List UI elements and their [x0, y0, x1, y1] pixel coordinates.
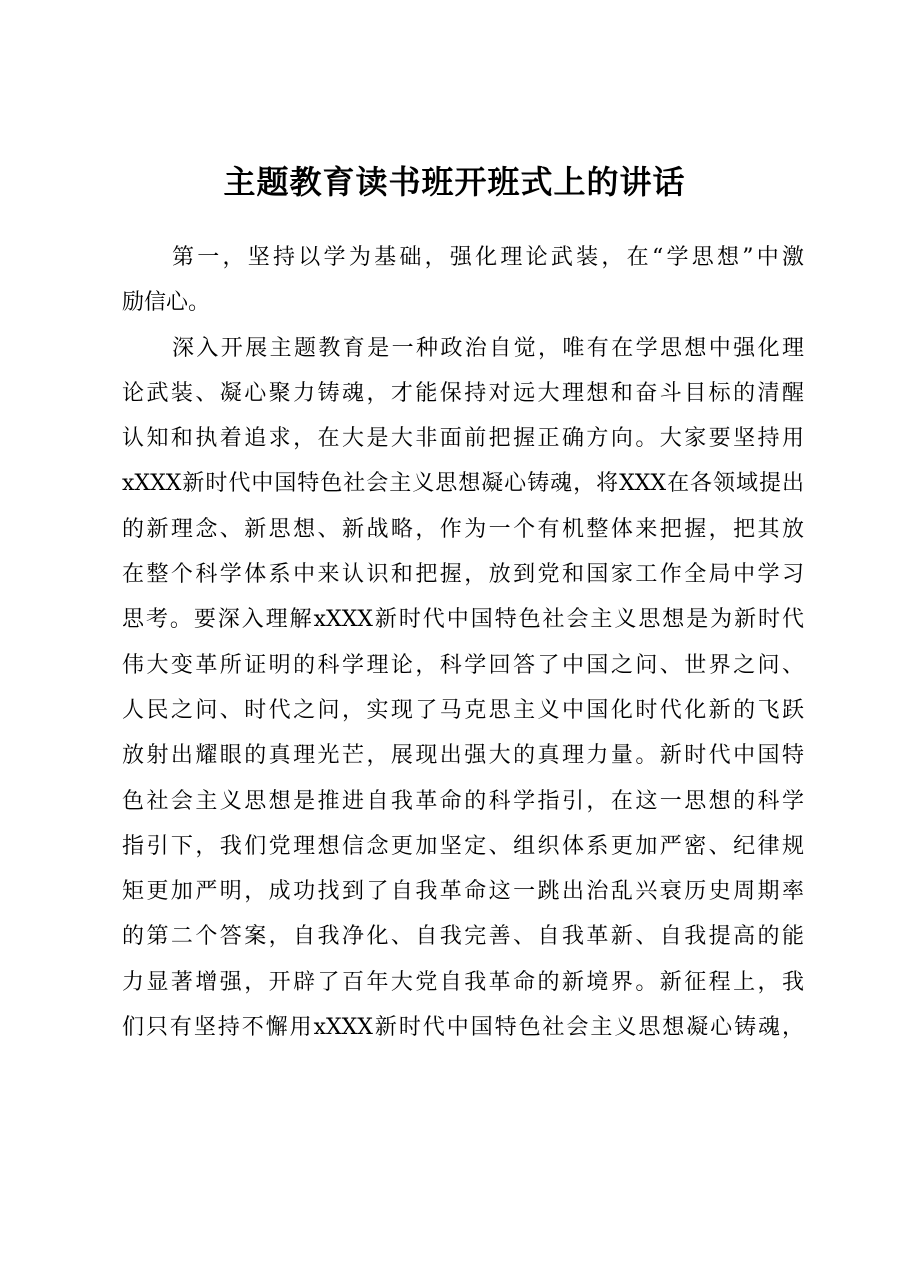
paragraph-2-line-15: 力显著增强，开辟了百年大党自我革命的新境界。新征程上，我 [122, 969, 804, 995]
paragraph-2-line-3: 认知和执着追求，在大是大非面前把握正确方向。大家要坚持用 [122, 426, 804, 452]
paragraph-2-line-8: 伟大变革所证明的科学理论，科学回答了中国之问、世界之问、 [122, 652, 804, 678]
paragraph-2-line-10: 放射出耀眼的真理光芒，展现出强大的真理力量。新时代中国特 [122, 743, 804, 769]
paragraph-2-line-1: 深入开展主题教育是一种政治自觉，唯有在学思想中强化理 [172, 335, 804, 361]
paragraph-1-line-1: 第一，坚持以学为基础，强化理论武装，在“学思想”中激 [172, 245, 804, 270]
paragraph-2-line-7: 思考。要深入理解xXXX新时代中国特色社会主义思想是为新时代 [122, 607, 804, 633]
paragraph-2-line-11: 色社会主义思想是推进自我革命的科学指引，在这一思想的科学 [122, 788, 804, 814]
paragraph-2-line-16: 们只有坚持不懈用xXXX新时代中国特色社会主义思想凝心铸魂， [122, 1015, 804, 1041]
document-body [122, 235, 804, 1050]
paragraph-2-line-4: xXXX新时代中国特色社会主义思想凝心铸魂，将XXX在各领域提出 [122, 471, 804, 497]
paragraph-2-line-9: 人民之问、时代之问，实现了马克思主义中国化时代化新的飞跃 [122, 697, 804, 723]
paragraph-2-line-6: 在整个科学体系中来认识和把握，放到党和国家工作全局中学习 [122, 562, 804, 588]
paragraph-2-line-2: 论武装、凝心聚力铸魂，才能保持对远大理想和奋斗目标的清醒 [122, 380, 804, 406]
document-title: 主题教育读书班开班式上的讲话 [223, 163, 686, 201]
paragraph-1-line-2: 励信心。 [122, 290, 211, 316]
paragraph-2-line-13: 矩更加严明，成功找到了自我革命这一跳出治乱兴衰历史周期率 [122, 879, 804, 905]
paragraph-2-line-12: 指引下，我们党理想信念更加坚定、组织体系更加严密、纪律规 [122, 833, 804, 859]
paragraph-2-line-14: 的第二个答案，自我净化、自我完善、自我革新、自我提高的能 [122, 924, 804, 950]
paragraph-2-line-5: 的新理念、新思想、新战略，作为一个有机整体来把握，把其放 [122, 516, 804, 542]
